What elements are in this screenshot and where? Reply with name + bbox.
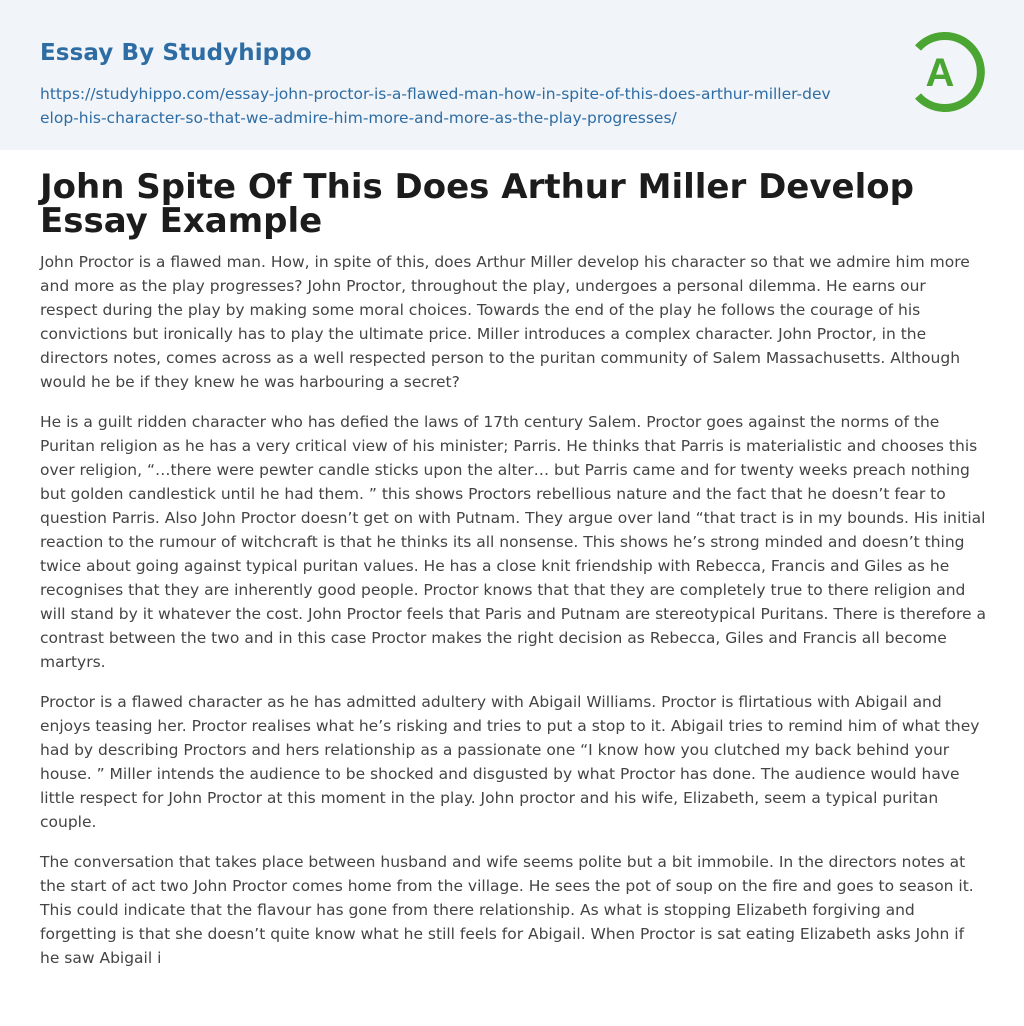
essay-paragraph: John Proctor is a flawed man. How, in spite of this, does Arthur Miller develop his character so that we admire him more and more as the play progresses? John Proctor, throughout the play, undergoes a personal dilemma. He earns our respect during the play by making some moral choices. Towards the end of the play he follows the courage of his convictions but ironically has to play the ultimate price. Miller introduces a complex character. John Proctor, in the directors notes, comes across as a well respected person to the puritan community of Salem Massachusetts. Although would he be if they knew he was harbouring a secret? [40, 253, 970, 391]
essay-body [40, 250, 986, 986]
essay-paragraph: He is a guilt ridden character who has defied the laws of 17th century Salem. Proctor goes against the norms of the Puritan religion as he has a very critical view of his minister; Parris. He thinks that Parris is materialistic and chooses this over religion, “…there were pewter candle sticks upon the alter… but Parris came and for twenty weeks preach nothing but golden candlestick until he had them. ” this shows Proctors rebellious nature and the fact that he doesn’t fear to question Parris. Also John Proctor doesn’t get on with Putnam. They argue over land “that tract is in my bounds. His initial reaction to the rumour of witchcraft is that he thinks its all nonsense. This shows he’s strong minded and doesn’t thing twice about going against typical puritan values. He has a close knit friendship with Rebecca, Francis and Giles as he recognises that they are inherently good people. Proctor knows that that they are completely true to there religion and will stand by it whatever the cost. John Proctor feels that Paris and Putnam are stereotypical Puritans. There is therefore a contrast between the two and in this case Proctor makes the right decision as Rebecca, Giles and Francis all become martyrs. [40, 413, 986, 671]
studyhippo-logo-icon[interactable] [904, 28, 988, 116]
essay-paragraph: The conversation that takes place between husband and wife seems polite but a bit immobile. In the directors notes at the start of act two John Proctor comes home from the village. He sees the pot of soup on the fire and goes to season it. This could indicate that the flavour has gone from there relationship. As what is stopping Elizabeth forgiving and forgetting is that she doesn’t quite know what he still feels for Abigail. When Proctor is sat eating Elizabeth asks John if he saw Abigail i [40, 853, 974, 967]
site-header [0, 0, 1024, 150]
logo-letter: A [925, 51, 955, 95]
brand-name[interactable]: Essay By Studyhippo [40, 40, 312, 66]
source-url-link[interactable]: https://studyhippo.com/essay-john-proctor-is-a-flawed-man-how-in-spite-of-this-does-arthur-miller-develop-his-character-so-that-we-admire-him-more-and-more-as-the-play-progresses/ [40, 85, 831, 127]
essay-title: John Spite Of This Does Arthur Miller Develop Essay Example [40, 167, 914, 241]
essay-paragraph: Proctor is a flawed character as he has admitted adultery with Abigail Williams. Proctor is flirtatious with Abigail and enjoys teasing her. Proctor realises what he’s risking and tries to put a stop to it. Abigail tries to remind him of what they had by describing Proctors and hers relationship as a passionate one “I know how you clutched my back behind your house. ” Miller intends the audience to be shocked and disgusted by what Proctor has done. The audience would have little respect for John Proctor at this moment in the play. John proctor and his wife, Elizabeth, seem a typical puritan couple. [40, 693, 980, 831]
